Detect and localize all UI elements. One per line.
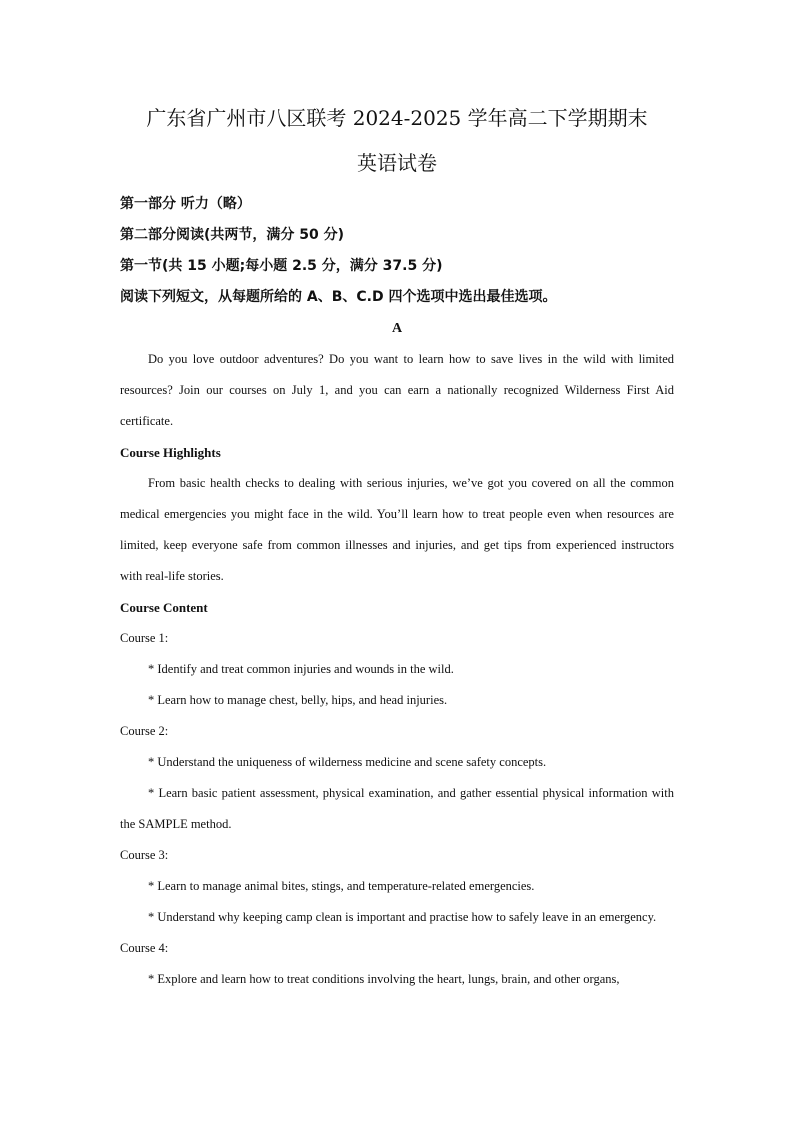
course-4 [120,933,674,995]
course-label: Course 1: [120,631,169,645]
part1-heading: 第一部分 听力（略） [120,196,251,212]
directions-text: 阅读下列短文，从每题所给的 A、B、C.D 四个选项中选出最佳选项。 [120,289,557,305]
course-item: * Learn how to manage chest, belly, hips, and head injuries. [148,693,448,707]
passage-intro: Do you love outdoor adventures? Do you want to learn how to save lives in the wild with limited resources? Join our courses on July 1, and you can earn a nationally recognized Wilderness First Aid certificate. [120,352,674,428]
highlights-text: From basic health checks to dealing with serious injuries, we’ve got you covered on all the common medical emergencies you might face in the wild. You’ll learn how to treat people even when resources are limited, keep everyone safe from common illnesses and injuries, and get tips from experienced instructors with real-life stories. [120,476,674,583]
course-2 [120,716,674,840]
course-item: * Understand the uniqueness of wilderness medicine and scene safety concepts. [148,755,547,769]
section1-heading: 第一节(共 15 小题;每小题 2.5 分，满分 37.5 分) [120,258,443,274]
course-label: Course 3: [120,848,169,862]
course-item: * Explore and learn how to treat conditions involving the heart, lungs, brain, and other organs, [148,972,620,986]
course-item: * Learn to manage animal bites, stings, and temperature-related emergencies. [148,879,535,893]
course-item: * Understand why keeping camp clean is important and practise how to safely leave in an emergency. [148,910,657,924]
course-item: * Identify and treat common injuries and wounds in the wild. [148,662,454,676]
highlights-heading: Course Highlights [120,445,221,460]
part2-heading: 第二部分阅读(共两节，满分 50 分) [120,227,345,243]
course-1 [120,623,674,716]
course-label: Course 4: [120,941,169,955]
course-label: Course 2: [120,724,169,738]
passage-letter: A [391,321,403,336]
content-heading: Course Content [120,600,208,615]
course-3 [120,840,674,933]
exam-title: 广东省广州市八区联考 2024-2025 学年高二下学期期末 [146,106,648,130]
course-item: * Learn basic patient assessment, physical examination, and gather essential physical information with the SAMPLE method. [120,786,674,831]
document-page [120,100,674,995]
exam-subtitle: 英语试卷 [357,151,437,175]
